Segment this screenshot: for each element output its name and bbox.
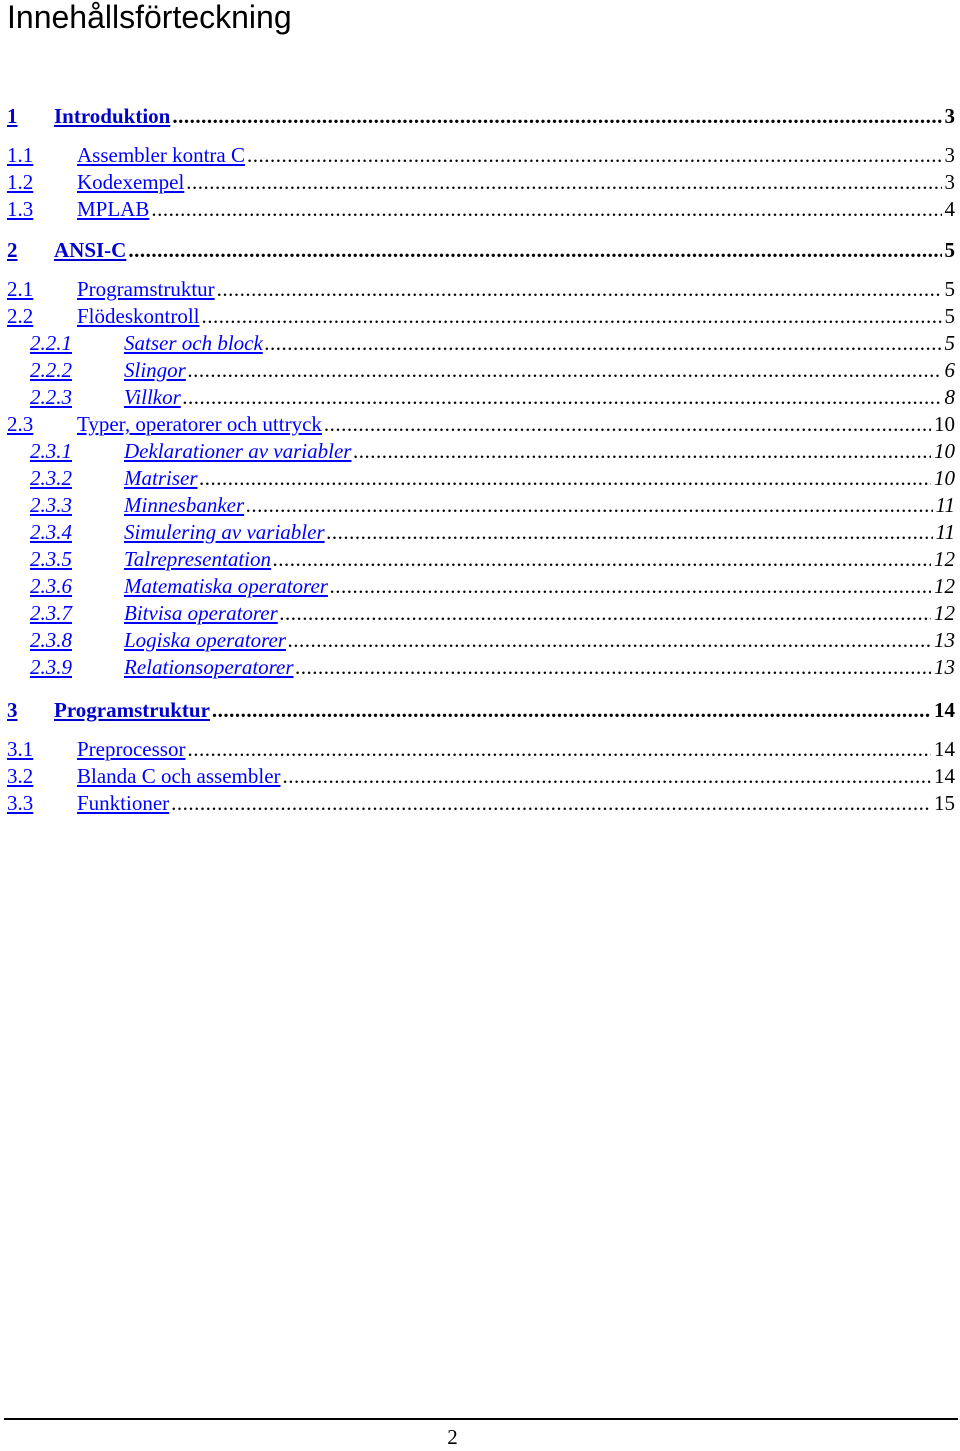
- toc-entry-title[interactable]: Programstruktur: [54, 698, 210, 722]
- toc-entry-title[interactable]: Villkor: [124, 385, 181, 409]
- toc-entry-number[interactable]: 2.3: [7, 412, 34, 436]
- toc-entry-title[interactable]: Introduktion: [54, 104, 171, 128]
- toc-entry[interactable]: [7, 492, 955, 519]
- toc-entry-title[interactable]: Matriser: [124, 466, 198, 490]
- toc-entry-number[interactable]: 2.2: [7, 304, 34, 328]
- toc-entry-number[interactable]: 2.3.5: [30, 547, 72, 571]
- toc-entry[interactable]: [7, 654, 955, 681]
- toc-entry-page[interactable]: 5: [942, 330, 956, 357]
- toc-entry[interactable]: [7, 330, 955, 357]
- toc-entry-page[interactable]: 11: [933, 492, 955, 519]
- toc-entry[interactable]: [7, 697, 955, 724]
- toc-entry-number[interactable]: 2.3.4: [30, 520, 72, 544]
- dot-leader: [288, 627, 931, 654]
- toc-entry-number[interactable]: 1: [7, 104, 18, 128]
- toc-entry-page[interactable]: 5: [942, 303, 956, 330]
- toc-entry-page[interactable]: 10: [931, 465, 955, 492]
- toc-entry-page[interactable]: 13: [931, 627, 955, 654]
- toc-entry-number[interactable]: 2.3.9: [30, 655, 72, 679]
- toc-entry-title[interactable]: Programstruktur: [77, 277, 215, 301]
- toc-entry-title[interactable]: Simulering av variabler: [124, 520, 325, 544]
- toc-entry-title[interactable]: Flödeskontroll: [77, 304, 200, 328]
- toc-entry[interactable]: [7, 573, 955, 600]
- dot-leader: [202, 303, 942, 330]
- dot-leader: [330, 573, 931, 600]
- toc-entry-title[interactable]: Satser och block: [124, 331, 263, 355]
- toc-title: Innehållsförteckning: [7, 0, 292, 35]
- dot-leader: [324, 411, 931, 438]
- toc-entry-number[interactable]: 1.1: [7, 143, 34, 167]
- dot-leader: [188, 357, 942, 384]
- dot-leader: [217, 276, 942, 303]
- toc-entry-number[interactable]: 2.3.2: [30, 466, 72, 490]
- footer-rule: [4, 1418, 958, 1420]
- toc-entry-title[interactable]: Slingor: [124, 358, 186, 382]
- toc-entry-title[interactable]: Minnesbanker: [124, 493, 245, 517]
- toc-entry-page[interactable]: 5: [942, 276, 956, 303]
- toc-entry-title[interactable]: Funktioner: [77, 791, 170, 815]
- toc-entry-title[interactable]: Bitvisa operatorer: [124, 601, 278, 625]
- toc-entry[interactable]: [7, 736, 955, 763]
- toc-entry[interactable]: [7, 384, 955, 411]
- dot-leader: [172, 103, 941, 130]
- page-number: 2: [447, 1425, 458, 1449]
- toc-entry-page[interactable]: 3: [942, 142, 956, 169]
- toc-entry[interactable]: [7, 411, 955, 438]
- dot-leader: [186, 169, 941, 196]
- toc-entry[interactable]: [7, 276, 955, 303]
- toc-entry-title[interactable]: MPLAB: [77, 197, 150, 221]
- toc-entry[interactable]: [7, 627, 955, 654]
- toc-entry-page[interactable]: 5: [942, 237, 956, 264]
- toc-entry-number[interactable]: 2.2.1: [30, 331, 72, 355]
- toc-entry-page[interactable]: 11: [933, 519, 955, 546]
- toc-entry[interactable]: [7, 169, 955, 196]
- toc-entry-number[interactable]: 2.3.3: [30, 493, 72, 517]
- dot-leader: [283, 763, 931, 790]
- toc-entry[interactable]: [7, 600, 955, 627]
- toc-entry-title[interactable]: Preprocessor: [77, 737, 186, 761]
- toc-entry[interactable]: [7, 790, 955, 817]
- dot-leader: [296, 654, 931, 681]
- dot-leader: [247, 142, 942, 169]
- dot-leader: [187, 736, 931, 763]
- toc-entry[interactable]: [7, 546, 955, 573]
- toc-entry-page[interactable]: 13: [931, 654, 955, 681]
- dot-leader: [200, 465, 932, 492]
- toc-entry-page[interactable]: 10: [931, 438, 955, 465]
- dot-leader: [273, 546, 931, 573]
- dot-leader: [327, 519, 933, 546]
- toc-entry-number[interactable]: 2.3.1: [30, 439, 72, 463]
- toc-entry-title[interactable]: Assembler kontra C: [77, 143, 245, 167]
- toc-entry-number[interactable]: 2.2.2: [30, 358, 72, 382]
- toc-entry[interactable]: [7, 196, 955, 223]
- dot-leader: [151, 196, 941, 223]
- toc-entry-page[interactable]: 12: [931, 600, 955, 627]
- toc-entry[interactable]: [7, 237, 955, 264]
- toc-entry-number[interactable]: 3: [7, 698, 18, 722]
- toc-entry-page[interactable]: 12: [931, 546, 955, 573]
- toc-entry-number[interactable]: 2.2.3: [30, 385, 72, 409]
- toc-entry-page[interactable]: 12: [931, 573, 955, 600]
- toc-entry-title[interactable]: Logiska operatorer: [124, 628, 286, 652]
- toc-entry-number[interactable]: 1.2: [7, 170, 34, 194]
- toc-entry-title[interactable]: Talrepresentation: [124, 547, 272, 571]
- toc-entry-page[interactable]: 14: [931, 697, 955, 724]
- dot-leader: [246, 492, 932, 519]
- toc-entry-title[interactable]: Deklarationer av variabler: [124, 439, 352, 463]
- toc-entry[interactable]: [7, 465, 955, 492]
- toc-entry-page[interactable]: 15: [931, 790, 955, 817]
- toc-entry[interactable]: [7, 303, 955, 330]
- toc-entry-number[interactable]: 2.3.7: [30, 601, 72, 625]
- toc-entry[interactable]: [7, 103, 955, 130]
- toc-entry-number[interactable]: 3.1: [7, 737, 34, 761]
- dot-leader: [183, 384, 942, 411]
- toc-entry-page[interactable]: 6: [942, 357, 956, 384]
- toc-entry[interactable]: [7, 763, 955, 790]
- dot-leader: [265, 330, 942, 357]
- toc-entry[interactable]: [7, 519, 955, 546]
- toc-entry-title[interactable]: Kodexempel: [77, 170, 185, 194]
- toc-entry-title[interactable]: Relationsoperatorer: [124, 655, 294, 679]
- toc-entry[interactable]: [7, 357, 955, 384]
- toc-entry-page[interactable]: 14: [931, 736, 955, 763]
- dot-leader: [171, 790, 931, 817]
- toc-entry-number[interactable]: 3.3: [7, 791, 34, 815]
- toc-entry-page[interactable]: 3: [942, 169, 956, 196]
- toc-entry-number[interactable]: 2.3.8: [30, 628, 72, 652]
- dot-leader: [212, 697, 931, 724]
- toc-entry-title[interactable]: ANSI-C: [54, 238, 127, 262]
- toc-entry-title[interactable]: Typer, operatorer och uttryck: [77, 412, 322, 436]
- toc-entry-page[interactable]: 8: [942, 384, 956, 411]
- toc-entry-title[interactable]: Matematiska operatorer: [124, 574, 328, 598]
- toc-entry-page[interactable]: 4: [942, 196, 956, 223]
- toc-entry[interactable]: [7, 438, 955, 465]
- toc-entry-number[interactable]: 1.3: [7, 197, 34, 221]
- toc-entry-page[interactable]: 3: [942, 103, 956, 130]
- toc-entry[interactable]: [7, 142, 955, 169]
- toc-entry-number[interactable]: 2.1: [7, 277, 34, 301]
- toc-entry-page[interactable]: 10: [931, 411, 955, 438]
- dot-leader: [353, 438, 931, 465]
- dot-leader: [280, 600, 931, 627]
- toc-entry-number[interactable]: 2.3.6: [30, 574, 72, 598]
- toc-entry-page[interactable]: 14: [931, 763, 955, 790]
- toc-entry-number[interactable]: 3.2: [7, 764, 34, 788]
- toc-entry-number[interactable]: 2: [7, 238, 18, 262]
- toc-entry-title[interactable]: Blanda C och assembler: [77, 764, 281, 788]
- dot-leader: [128, 237, 941, 264]
